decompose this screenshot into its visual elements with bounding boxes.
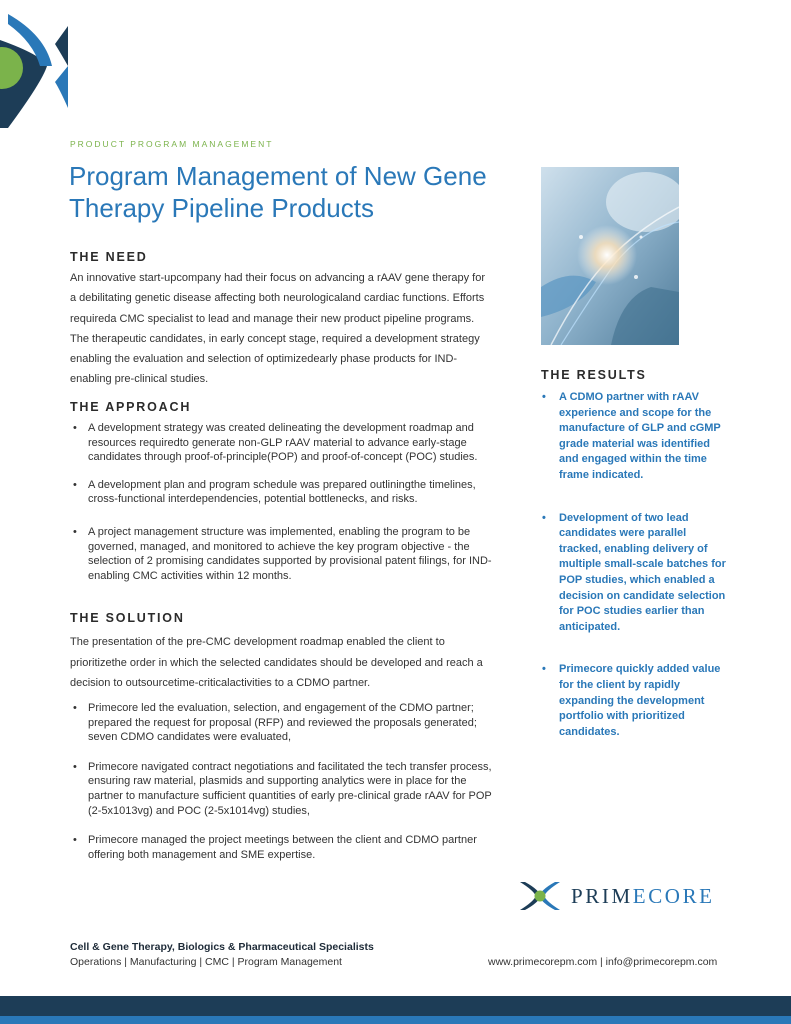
result-item: • Development of two lead candidates were parallel tracked, enabling delivery of multiple small-scale batches for POP studies, which enabled a decision on candidate selection for POC studies earlier than anticipated. [541, 511, 731, 636]
solution-item: • Primecore navigated contract negotiations and facilitated the tech transfer process, ensuring raw material, plasmids and supporting analytics were in place for the partner to manufacture sufficient quantities of early pre-clinical grade rAAV for POP (2-5x1013vg) and POC (2-5x1014vg) studies, [70, 760, 500, 818]
footer-band [0, 996, 791, 1016]
solution-list [70, 701, 500, 862]
approach-item: • A development plan and program schedule was prepared outliningthe timelines, cross-functional interdependencies, potential bottlenecks, and risks. [70, 478, 500, 507]
footer-services: Operations | Manufacturing | CMC | Program Management [70, 956, 342, 968]
solution-item: • Primecore led the evaluation, selection, and engagement of the CDMO partner; prepared the request for proposal (RFP) and reviewed the proposals generated; seven CDMO candidates were evaluated, [70, 701, 500, 745]
approach-item: • A development strategy was created delineating the development roadmap and resources requiredto generate non-GLP rAAV material to advance early-stage candidates through proof-of-principle(POP) and proof-of-concept (POC) studies. [70, 421, 500, 465]
primecore-logo [519, 876, 715, 916]
approach-list [70, 421, 500, 583]
footer-tagline: Cell & Gene Therapy, Biologics & Pharmaceutical Specialists [70, 941, 374, 953]
corner-logo-graphic [0, 0, 80, 135]
page-title: Program Management of New Gene Therapy Pipeline Products [69, 161, 487, 223]
need-heading: THE NEED [70, 250, 148, 264]
solution-paragraph: The presentation of the pre-CMC development roadmap enabled the client to prioritizethe order in which the selected candidates should be developed and reach a decision to outsourcetime-criticalactivities to a CDMO partner. [70, 636, 483, 689]
approach-item: • A project management structure was implemented, enabling the program to be governed, managed, and monitored to achieve the key program objective - the selection of 2 promising candidates supported by provisional patent filings, for IND-enabling CMC activities within 12 months. [70, 525, 500, 583]
solution-heading: THE SOLUTION [70, 611, 185, 625]
brand-name-part2: ECORE [632, 883, 715, 908]
need-paragraph: An innovative start-upcompany had their focus on advancing a rAAV gene therapy for a debilitating genetic disease affecting both neurologicaland cardiac functions. Efforts requireda CMC specialist to lead and manage their new product pipeline programs. The therapeutic candidates, in early concept stage, required a development strategy enabling the evaluation and selection of optimizedearly phase products for IND-enabling pre-clinical studies. [70, 272, 485, 386]
results-list [541, 390, 731, 740]
footer-contact: www.primecorepm.com | info@primecorepm.com [488, 956, 718, 968]
primecore-mark-icon [519, 876, 561, 916]
approach-heading: THE APPROACH [70, 400, 192, 414]
result-item: • A CDMO partner with rAAV experience and scope for the manufacture of GLP and cGMP grade material was identified and engaged within the time frame indicated. [541, 390, 731, 484]
results-heading: THE RESULTS [541, 368, 647, 382]
eyebrow-label: PRODUCT PROGRAM MANAGEMENT [70, 139, 274, 149]
result-item: • Primecore quickly added value for the client by rapidly expanding the development portfolio with prioritized candidates. [541, 662, 731, 740]
brand-name-part1: PRIM [571, 883, 633, 908]
footer-stripe [0, 1016, 791, 1024]
solution-item: • Primecore managed the project meetings between the client and CDMO partner offering both management and SME expertise. [70, 833, 500, 862]
hero-science-image [541, 167, 679, 345]
brand-name [571, 884, 715, 909]
